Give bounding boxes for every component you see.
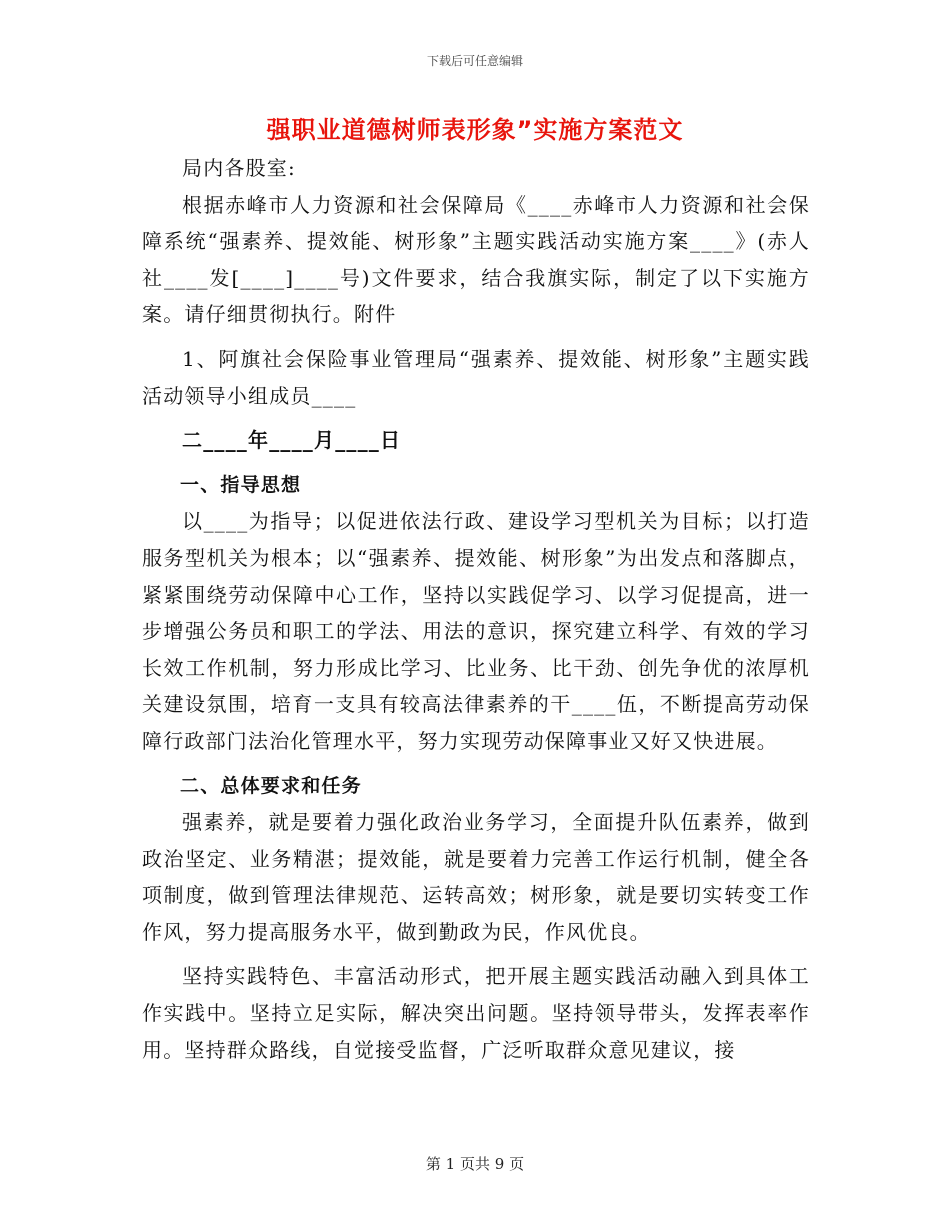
page-number: 第 1 页共 9 页 bbox=[425, 1155, 525, 1173]
header-note: 下载后可任意编辑 bbox=[426, 54, 523, 68]
paragraph-guiding: 以____为指导；以促进依法行政、建设学习型机关为目标；以打造服务型机关为根本；以“强素养、提效能、树形象”为出发点和落脚点，紧紧围绕劳动保障中心工作，坚持以实践促学习、以学习促提高，进一步增强公务员和职工的学法、用法的意识，探究建立科学、有效的学习长效工作机制，努力形成比学习、比业务、比干劲、创先争优的浓厚机关建设氛围，培育一支具有较高法律素养的干____伍，不断提高劳动保障行政部门法治化管理水平，努力实现劳动保障事业又好又快进展。 bbox=[142, 509, 810, 753]
date-line: 二____年____月____日 bbox=[182, 428, 402, 453]
document-title: 强职业道德树师表形象”实施方案范文 bbox=[266, 116, 684, 144]
heading-requirements: 二、总体要求和任务 bbox=[180, 774, 362, 797]
document-body bbox=[142, 150, 810, 1068]
paragraph-intro: 根据赤峰市人力资源和社会保障局《____赤峰市人力资源和社会保障系统“强素养、提效能、树形象”主题实践活动实施方案____》(赤人社____发[____]____号)文件要求，结合我旗实际，制定了以下实施方案。请仔细贯彻执行。附件 bbox=[142, 192, 810, 327]
heading-guiding-thought: 一、指导思想 bbox=[180, 473, 302, 496]
paragraph-practice: 坚持实践特色、丰富活动形式，把开展主题实践活动融入到具体工作实践中。坚持立足实际，解决突出问题。坚持领导带头，发挥表率作用。坚持群众路线，自觉接受监督，广泛听取群众意见建议，接 bbox=[142, 964, 810, 1062]
salutation: 局内各股室: bbox=[182, 156, 296, 180]
paragraph-requirements: 强素养，就是要着力强化政治业务学习，全面提升队伍素养，做到政治坚定、业务精湛；提效能，就是要着力完善工作运行机制，健全各项制度，做到管理法律规范、运转高效；树形象，就是要切实转变工作作风，努力提高服务水平，做到勤政为民，作风优良。 bbox=[142, 810, 810, 944]
paragraph-attachment: 1、阿旗社会保险事业管理局“强素养、提效能、树形象”主题实践活动领导小组成员____ bbox=[142, 346, 810, 408]
